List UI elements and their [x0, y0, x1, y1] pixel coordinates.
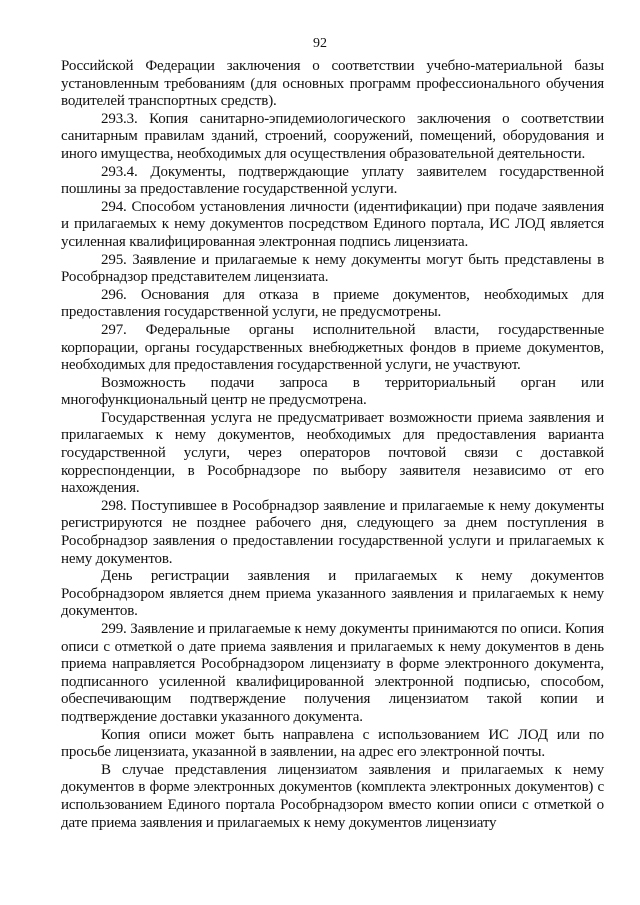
paragraph: В случае представления лицензиатом заявления и прилагаемых к нему документов в форме электронных документов (комплекта электронных документов) с использованием Единого портала Рособрнадзором вместо копии описи с отметкой о дате приема заявления и прилагаемых к нему документов лицензиату: [61, 761, 604, 831]
paragraph: 299. Заявление и прилагаемые к нему документы принимаются по описи. Копия описи с отметкой о дате приема заявления и прилагаемых к нему документов в день приема направляется Рособрнадзором лицензиату в форме электронного документа, подписанного усиленной квалифицированной электронной подписью, способом, обеспечивающим подтверждение получения лицензиатом такой копии и подтверждение доставки указанного документа.: [61, 621, 604, 725]
paragraph: 293.4. Документы, подтверждающие уплату заявителем государственной пошлины за предоставление государственной услуги.: [61, 163, 604, 198]
paragraph: Копия описи может быть направлена с использованием ИС ЛОД или по просьбе лицензиата, указанной в заявлении, на адрес его электронной почты.: [61, 726, 604, 761]
paragraph: День регистрации заявления и прилагаемых к нему документов Рособрнадзором является днем приема указанного заявления и прилагаемых к нему документов.: [61, 568, 604, 620]
paragraph: 294. Способом установления личности (идентификации) при подаче заявления и прилагаемых к нему документов посредством Единого портала, ИС ЛОД является усиленная квалифицированная электронная подпись лицензиата.: [61, 198, 604, 250]
paragraph: 293.3. Копия санитарно-эпидемиологического заключения о соответствии санитарным правилам зданий, строений, сооружений, помещений, оборудования и иного имущества, необходимых для осуществления образовательной деятельности.: [61, 110, 604, 162]
paragraph: 297. Федеральные органы исполнительной власти, государственные корпорации, органы государственных внебюджетных фондов в приеме документов, необходимых для предоставления государственной услуги, не участвуют.: [61, 321, 604, 374]
page-number: 92: [313, 36, 327, 51]
paragraph: Возможность подачи запроса в территориальный орган или многофункциональный центр не предусмотрена.: [61, 374, 604, 409]
paragraph: 298. Поступившее в Рособрнадзор заявление и прилагаемые к нему документы регистрируются не позднее рабочего дня, следующего за днем поступления в Рособрнадзор заявления о предоставлении государственной услуги и прилагаемых к нему документов.: [61, 497, 604, 567]
paragraph: Государственная услуга не предусматривает возможности приема заявления и прилагаемых к нему документов, необходимых для предоставления варианта государственной услуги, через операторов почтовой связи с доставкой корреспонденции, в Рособрнадзоре по выбору заявителя независимо от его нахождения.: [61, 409, 604, 497]
document-body: [61, 58, 604, 832]
paragraph: 295. Заявление и прилагаемые к нему документы могут быть представлены в Рособрнадзор представителем лицензиата.: [61, 251, 604, 286]
paragraph: Российской Федерации заключения о соответствии учебно-материальной базы установленным требованиям (для основных программ профессионального обучения водителей транспортных средств).: [61, 58, 604, 110]
paragraph: 296. Основания для отказа в приеме документов, необходимых для предоставления государственной услуги, не предусмотрены.: [61, 286, 604, 321]
